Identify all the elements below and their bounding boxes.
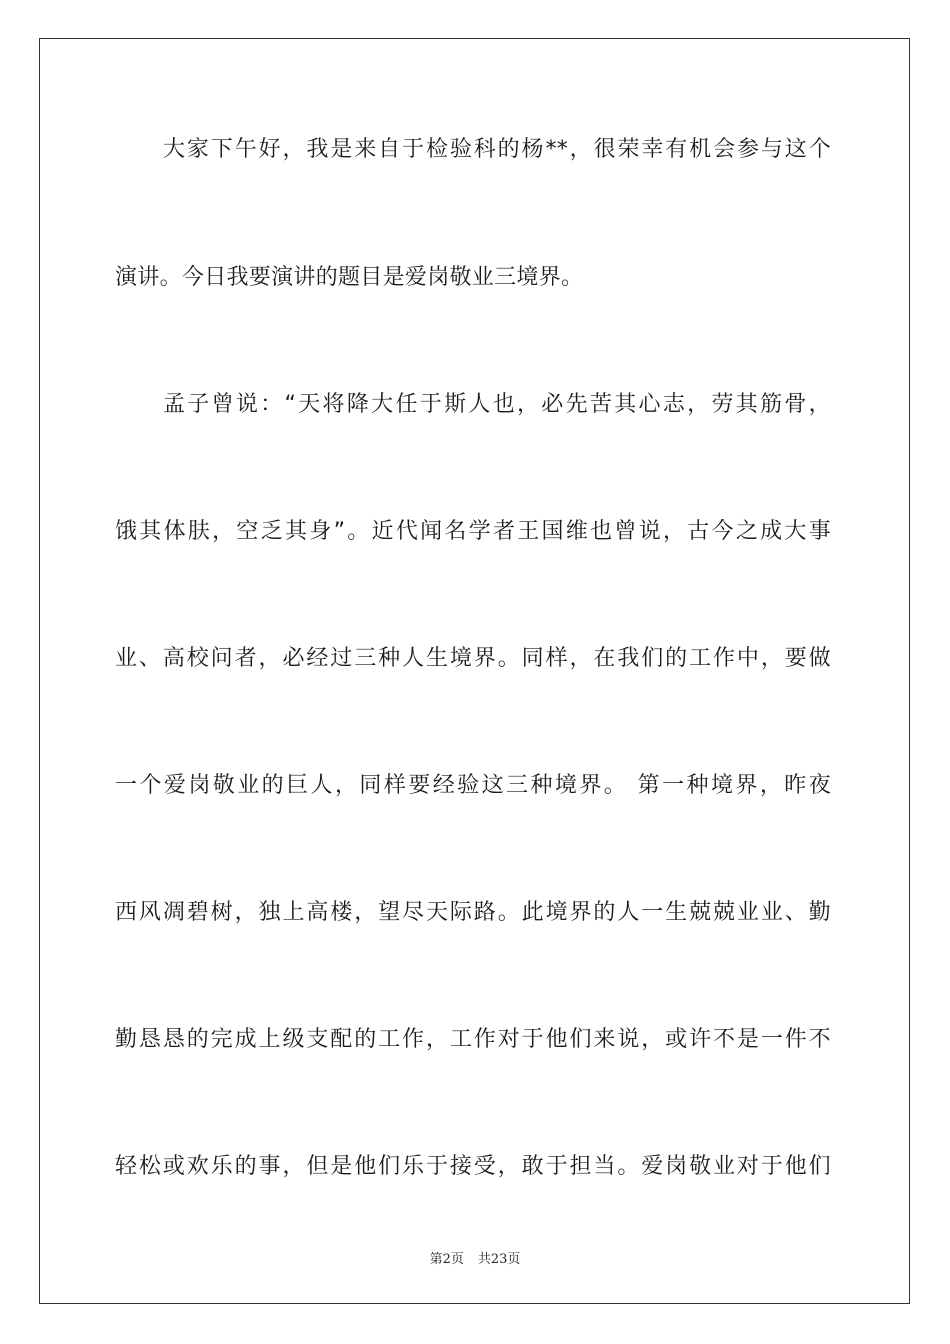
text-line-9: 轻松或欢乐的事，但是他们乐于接受，敢于担当。爱岗敬业对于他们	[115, 1154, 831, 1179]
text-line-3: 孟子曾说：“天将降大任于斯人也，必先苦其心志，劳其筋骨，	[163, 392, 831, 417]
page-total: 共23页	[477, 1252, 521, 1267]
text-line-5: 业、高校问者，必经过三种人生境界。同样，在我们的工作中，要做	[115, 646, 831, 671]
page-number: 第2页	[429, 1252, 464, 1267]
text-line-2: 演讲。今日我要演讲的题目是爱岗敬业三境界。	[115, 265, 584, 290]
text-line-4: 饿其体肤，空乏其身”。近代闻名学者王国维也曾说，古今之成大事	[115, 519, 831, 544]
page-footer	[0, 1248, 950, 1267]
text-line-7: 西风凋碧树，独上高楼，望尽天际路。此境界的人一生兢兢业业、勤	[115, 900, 831, 925]
text-line-1: 大家下午好，我是来自于检验科的杨**，很荣幸有机会参与这个	[163, 137, 831, 162]
text-line-8: 勤恳恳的完成上级支配的工作，工作对于他们来说，或许不是一件不	[115, 1027, 831, 1052]
text-line-6: 一个爱岗敬业的巨人，同样要经验这三种境界。 第一种境界，昨夜	[115, 773, 831, 798]
